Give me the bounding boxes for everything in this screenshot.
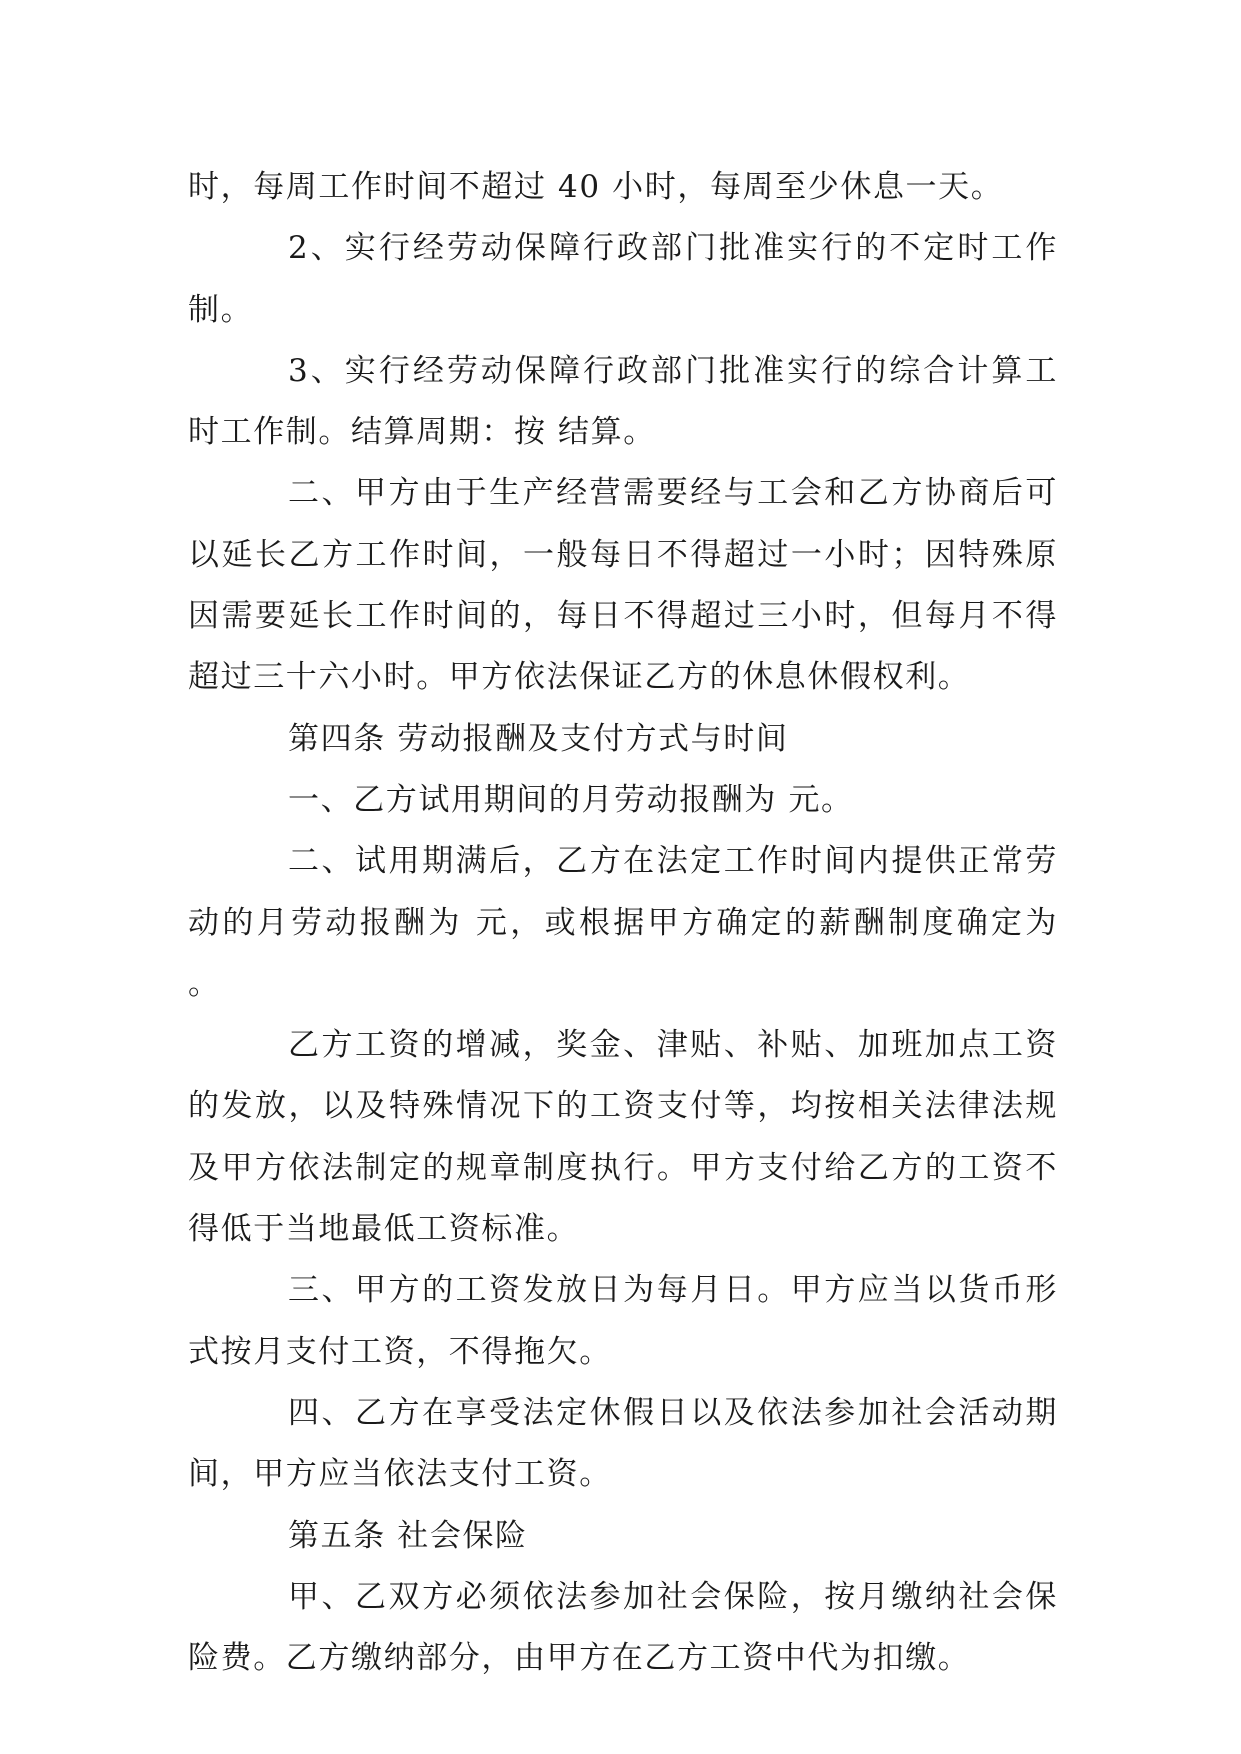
paragraph-item-3: 3、实行经劳动保障行政部门批准实行的综合计算工时工作制。结算周期：按 结算。 — [188, 352, 1058, 451]
paragraph-social-insurance: 甲、乙双方必须依法参加社会保险，按月缴纳社会保险费。乙方缴纳部分，由甲方在乙方工资中代为扣缴。 — [188, 1578, 1058, 1677]
paragraph-continuation: 时，每周工作时间不超过 40 小时，每周至少休息一天。 — [188, 169, 1004, 205]
paragraph-item-2: 2、实行经劳动保障行政部门批准实行的不定时工作制。 — [188, 230, 1058, 328]
paragraph-wage-adjustment: 乙方工资的增减，奖金、津贴、补贴、加班加点工资的发放，以及特殊情况下的工资支付等，均按相关法律法规及甲方依法制定的规章制度执行。甲方支付给乙方的工资不得低于当地最低工资标准。 — [188, 1027, 1058, 1248]
paragraph-regular-pay: 二、试用期满后，乙方在法定工作时间内提供正常劳动的月劳动报酬为 元，或根据甲方确定的薪酬制度确定为 。 — [188, 843, 1058, 1002]
paragraph-section-2: 二、甲方由于生产经营需要经与工会和乙方协商后可以延长乙方工作时间，一般每日不得超过一小时；因特殊原因需要延长工作时间的，每日不得超过三小时，但每月不得超过三十六小时。甲方依法保证乙方的休息休假权利。 — [188, 475, 1058, 696]
article-4-heading: 第四条 劳动报酬及支付方式与时间 — [288, 720, 789, 757]
paragraph-holiday-pay: 四、乙方在享受法定休假日以及依法参加社会活动期间，甲方应当依法支付工资。 — [188, 1394, 1058, 1493]
article-5-heading: 第五条 社会保险 — [288, 1517, 528, 1554]
paragraph-probation-pay: 一、乙方试用期间的月劳动报酬为 元。 — [288, 781, 854, 818]
document-body — [188, 157, 1058, 1689]
paragraph-pay-day: 三、甲方的工资发放日为每月日。甲方应当以货币形式按月支付工资，不得拖欠。 — [188, 1272, 1058, 1370]
